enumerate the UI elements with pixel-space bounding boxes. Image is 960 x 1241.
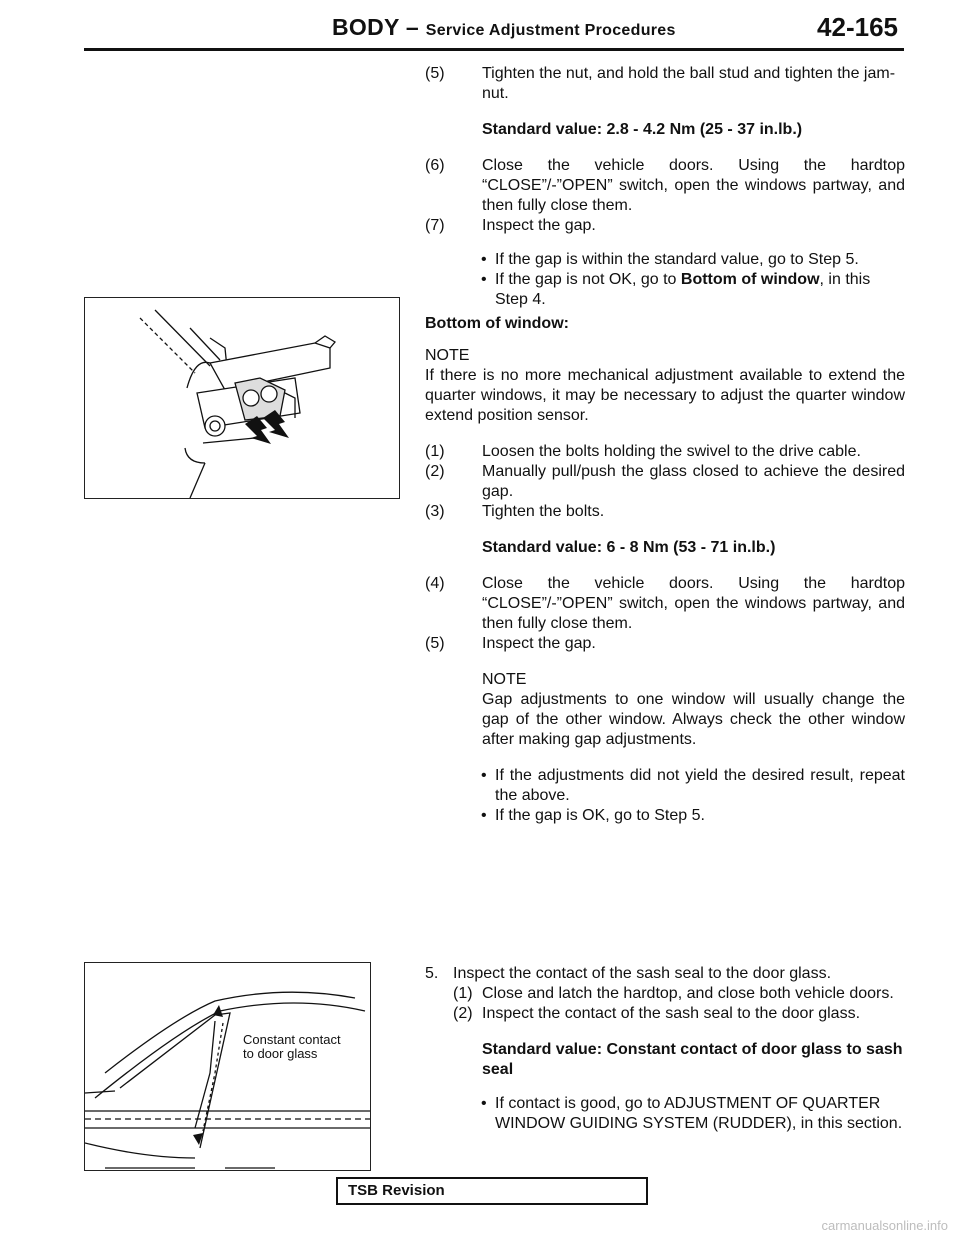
step-4: [425, 574, 905, 634]
note-text: Gap adjustments to one window will usually change the gap of the other window. Always check the other window after making gap adjustments.: [482, 691, 905, 748]
figure-label-line2: to door glass: [243, 1046, 318, 1061]
step-text: Tighten the nut, and hold the ball stud and tighten the jam-nut.: [482, 65, 896, 102]
bullet-text: If the adjustments did not yield the desired result, repeat the above.: [495, 767, 905, 804]
bullet-text-b: , in this Step 4.: [495, 271, 871, 308]
step-number: 5.: [425, 965, 439, 982]
step-number: (2): [425, 463, 445, 480]
standard-value-2: Standard value: 6 - 8 Nm (53 - 71 in.lb.): [482, 539, 776, 556]
step-text: Inspect the gap.: [482, 635, 596, 652]
section-title-sub: Service Adjustment Procedures: [425, 22, 676, 39]
step-5b: [425, 634, 905, 654]
bullet-item: • If the gap is not OK, go to Bottom of window, in this Step 4.: [481, 271, 871, 308]
section-title: [332, 14, 676, 41]
step-number: (2): [453, 1005, 473, 1022]
sash-seal-drawing: [85, 963, 370, 1170]
step-text: Loosen the bolts holding the swivel to the drive cable.: [482, 443, 861, 460]
step-text: Inspect the gap.: [482, 217, 596, 234]
note-label: NOTE: [425, 347, 470, 364]
step-1: [425, 442, 905, 462]
figure-label: [243, 1033, 341, 1061]
step-section-5: [425, 964, 905, 984]
step-number: (7): [425, 217, 445, 234]
bolt-adjustment-figure: [84, 297, 400, 499]
bullet-item: • If contact is good, go to ADJUSTMENT OF QUARTER WINDOW GUIDING SYSTEM (RUDDER), in this section.: [481, 1095, 903, 1132]
bullet-item: • If the gap is within the standard value, go to Step 5.: [481, 251, 859, 268]
step-1: [425, 984, 905, 1004]
bullet-text-bold: Bottom of window: [680, 271, 820, 288]
bolt-adjustment-drawing: [85, 298, 399, 498]
step-text: Tighten the bolts.: [482, 503, 605, 520]
step-2: [425, 462, 905, 502]
step-2: [425, 1004, 905, 1024]
note-label: NOTE: [482, 671, 527, 688]
bullet-item: • If the adjustments did not yield the desired result, repeat the above.: [481, 767, 905, 804]
tsb-revision-box: [336, 1177, 648, 1205]
step-number: (3): [425, 503, 445, 520]
bullet-text: If contact is good, go to ADJUSTMENT OF QUARTER WINDOW GUIDING SYSTEM (RUDDER), in this section.: [495, 1095, 903, 1132]
step-text: Inspect the contact of the sash seal to the door glass.: [482, 1005, 861, 1022]
step-number: (6): [425, 157, 445, 174]
step-5: [425, 64, 905, 104]
tsb-revision-label: TSB Revision: [348, 1182, 445, 1199]
top-procedure: [425, 64, 905, 826]
step-3: [425, 502, 905, 522]
page-header: [84, 10, 904, 51]
standard-value-1: Standard value: 2.8 - 4.2 Nm (25 - 37 in.lb.): [482, 121, 803, 138]
standard-value-3: Standard value: Constant contact of door glass to sash seal: [482, 1041, 903, 1078]
section-title-main: BODY –: [332, 14, 426, 40]
step-number: (1): [425, 443, 445, 460]
step-number: (5): [425, 65, 445, 82]
step-number: (5): [425, 635, 445, 652]
step-text: Close the vehicle doors. Using the hardtop “CLOSE”/-”OPEN” switch, open the windows partway, and then fully close them.: [482, 157, 905, 214]
step-7: [425, 216, 905, 236]
bullet-item: • If the gap is OK, go to Step 5.: [481, 807, 705, 824]
note-text: If there is no more mechanical adjustment available to extend the quarter windows, it may be necessary to adjust the quarter window extend position sensor.: [425, 367, 905, 424]
watermark: carmanualsonline.info: [821, 1218, 948, 1233]
step-text: Close the vehicle doors. Using the hardtop “CLOSE”/-”OPEN” switch, open the windows partway, and then fully close them.: [482, 575, 905, 632]
bullet-text: If the gap is OK, go to Step 5.: [495, 807, 705, 824]
bullet-text: If the gap is within the standard value, go to Step 5.: [495, 251, 859, 268]
step-text: Inspect the contact of the sash seal to the door glass.: [453, 965, 832, 982]
sash-seal-figure: [84, 962, 371, 1171]
step-text: Manually pull/push the glass closed to achieve the desired gap.: [482, 463, 905, 500]
section-5: [425, 964, 905, 1134]
bottom-of-window-heading: Bottom of window:: [425, 315, 569, 332]
step-number: (4): [425, 575, 445, 592]
step-6: [425, 156, 905, 216]
step-text: Close and latch the hardtop, and close both vehicle doors.: [482, 985, 894, 1002]
bullet-text-a: If the gap is not OK, go to: [495, 271, 681, 288]
page-number: 42-165: [817, 12, 898, 42]
step-number: (1): [453, 985, 473, 1002]
figure-label-line1: Constant contact: [243, 1032, 341, 1047]
